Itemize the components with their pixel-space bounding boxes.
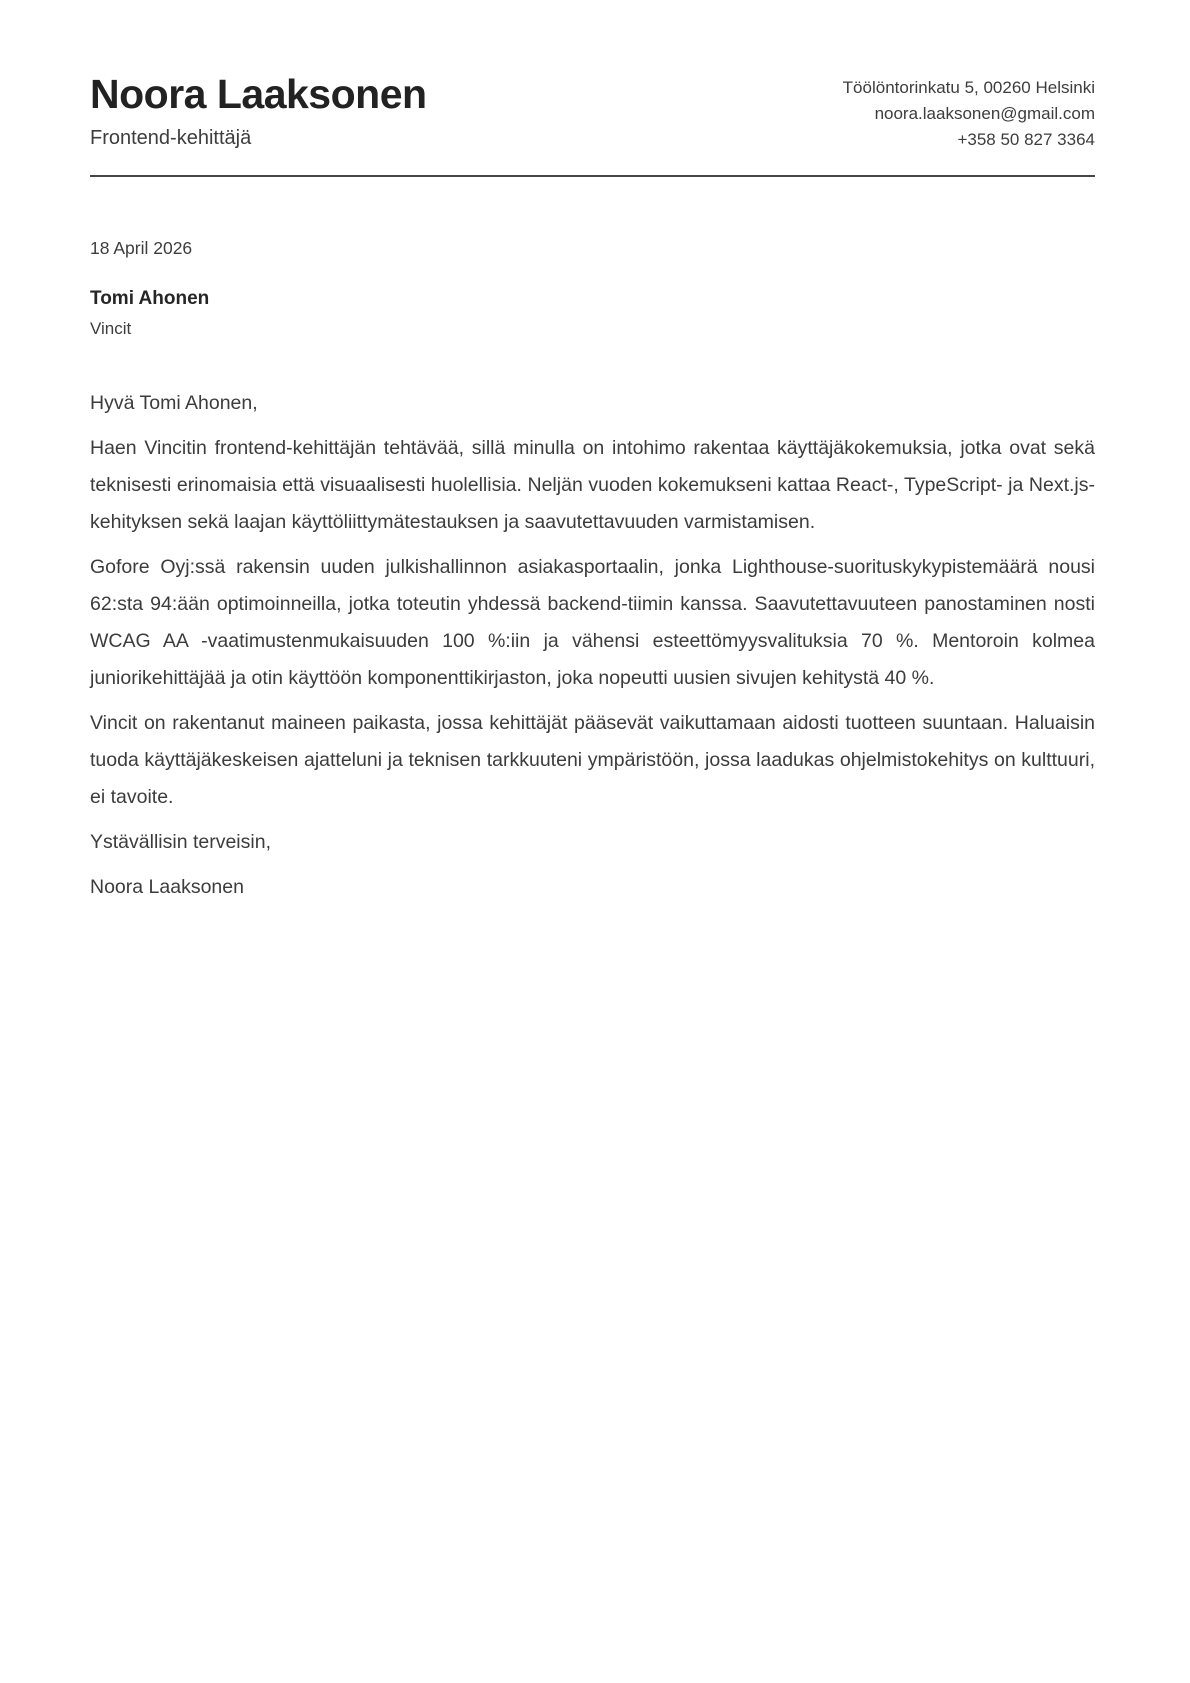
candidate-identity: [90, 72, 427, 150]
letter-body: [90, 385, 1095, 906]
recipient-name: Tomi Ahonen: [90, 288, 210, 309]
header-divider: [90, 175, 1095, 177]
contact-address: Töölöntorinkatu 5, 00260 Helsinki: [842, 78, 1095, 97]
greeting: Hyvä Tomi Ahonen,: [90, 392, 258, 414]
contact-info-block: [843, 72, 1095, 153]
paragraph-experience: Gofore Oyj:ssä rakensin uuden julkishallinnon asiakasportaalin, jonka Lighthouse-suorituskykypistemäärä nousi 62:sta 94:ään optimoinneilla, jotka toteutin yhdessä backend-tiimin kanssa. Saavutettavuuteen panostaminen nosti WCAG AA -vaatimustenmukaisuuden 100 %:iin ja vähensi esteettömyysvalituksia 70 %. Mentoroin kolmea juniorikehittäjää ja otin käyttöön komponenttikirjaston, joka nopeutti uusien sivujen kehitystä 40 %.: [90, 556, 1095, 689]
letter-header: [90, 72, 1095, 153]
paragraph-motivation: Vincit on rakentanut maineen paikasta, jossa kehittäjät pääsevät vaikuttamaan aidosti tuotteen suuntaan. Haluaisin tuoda käyttäjäkeskeisen ajatteluni ja teknisen tarkkuuteni ympäristöön, jossa laadukas ohjelmistokehitys on kulttuuri, ei tavoite.: [90, 712, 1095, 808]
contact-phone: +358 50 827 3364: [957, 130, 1095, 149]
paragraph-intro: Haen Vincitin frontend-kehittäjän tehtävää, sillä minulla on intohimo rakentaa käyttäjäkokemuksia, jotka ovat sekä teknisesti erinomaisia että visuaalisesti huolellisia. Neljän vuoden kokemukseni kattaa React-, TypeScript- ja Next.js-kehityksen sekä laajan käyttöliittymätestauksen ja saavutettavuuden varmistamisen.: [90, 437, 1095, 533]
recipient-company: Vincit: [90, 319, 132, 338]
contact-email: noora.laaksonen@gmail.com: [874, 104, 1095, 123]
letter-date: 18 April 2026: [90, 238, 193, 258]
closing-salutation: Ystävällisin terveisin,: [90, 831, 271, 853]
candidate-job-title: Frontend-kehittäjä: [90, 127, 252, 149]
recipient-block: [90, 287, 1095, 339]
signature-name: Noora Laaksonen: [90, 876, 244, 898]
candidate-name: Noora Laaksonen: [90, 71, 427, 117]
